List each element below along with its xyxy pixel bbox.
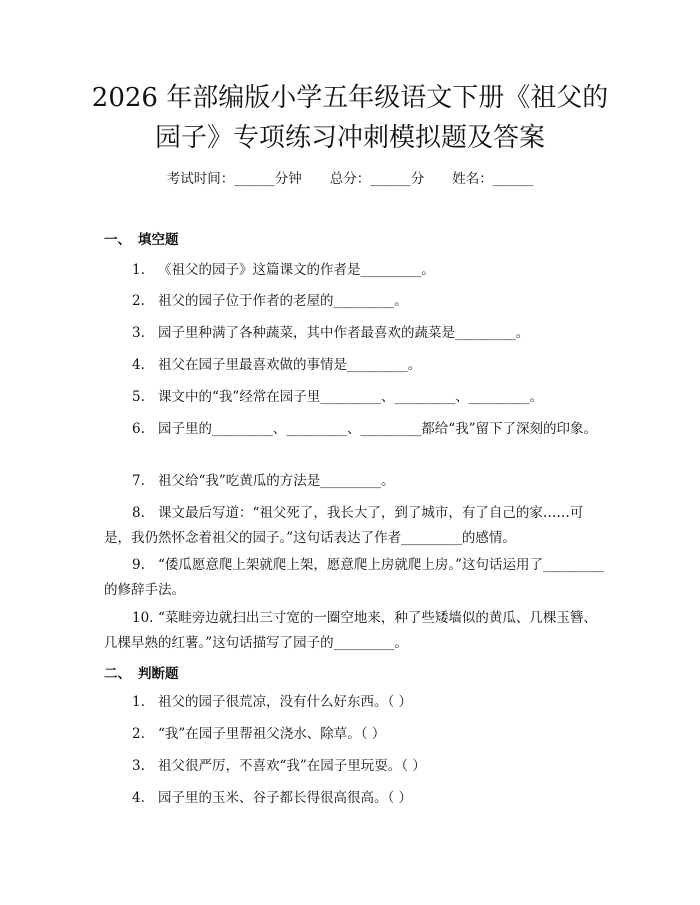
question-item xyxy=(104,553,604,603)
question-text: 园子里的玉米、谷子都长得很高很高。（ ） xyxy=(158,790,413,806)
question-text: 《祖父的园子》这篇课文的作者是_________。 xyxy=(158,262,435,278)
question-item xyxy=(104,501,604,551)
question-item xyxy=(104,690,604,715)
question-number: 1. xyxy=(132,262,145,278)
question-text: 课文中的“我”经常在园子里_________、_________、_________。 xyxy=(158,389,544,405)
title-line-2: 园子》专项练习冲刺模拟题及答案 xyxy=(154,123,545,153)
student-name: 姓名：______ xyxy=(452,171,534,187)
page-title xyxy=(60,78,640,158)
question-item xyxy=(104,417,604,442)
question-number: 7. xyxy=(132,473,145,489)
question-text: 园子里的_________、_________、_________都给“我”留下了深刻的印象。 xyxy=(158,421,598,437)
question-text: 园子里种满了各种蔬菜，其中作者最喜欢的蔬菜是_________。 xyxy=(158,325,530,341)
question-text: 祖父的园子很荒凉，没有什么好东西。（ ） xyxy=(158,694,413,710)
exam-time: 考试时间：______分钟 xyxy=(166,171,302,187)
question-text: 祖父很严厉，不喜欢“我”在园子里玩耍。（ ） xyxy=(158,758,426,774)
question-item xyxy=(104,469,604,494)
question-number: 3. xyxy=(132,758,145,774)
exam-score: 总分：______分 xyxy=(329,171,425,187)
section-heading xyxy=(104,665,179,683)
question-text: 课文最后写道：“祖父死了，我长大了，到了城市，有了自己的家……可是，我仍然怀念着祖父的园子。”这句话表达了作者_________的感情。 xyxy=(104,505,584,546)
question-number: 9. xyxy=(132,557,145,573)
question-item xyxy=(104,754,604,779)
question-item xyxy=(104,786,604,811)
question-number: 4. xyxy=(132,790,145,806)
title-line-1: 2026 年部编版小学五年级语文下册《祖父的 xyxy=(91,83,609,113)
question-text: 祖父的园子位于作者的老屋的_________。 xyxy=(158,293,408,309)
question-text: “我”在园子里帮祖父浇水、除草。（ ） xyxy=(158,726,386,742)
question-number: 2. xyxy=(132,293,145,309)
section-heading xyxy=(104,231,179,249)
question-item xyxy=(104,258,604,283)
question-item xyxy=(104,385,604,410)
section-number: 二、 xyxy=(104,666,131,682)
question-number: 5. xyxy=(132,389,145,405)
question-item xyxy=(104,606,604,656)
question-number: 6. xyxy=(132,421,145,437)
question-text: “倭瓜愿意爬上架就爬上架，愿意爬上房就爬上房。”这句话运用了_________的修辞手法。 xyxy=(104,557,604,598)
question-number: 2. xyxy=(132,726,145,742)
question-number: 4. xyxy=(132,357,145,373)
question-item xyxy=(104,289,604,314)
question-number: 8. xyxy=(132,505,145,521)
section-number: 一、 xyxy=(104,232,131,248)
section-label: 判断题 xyxy=(138,666,179,682)
question-text: “菜畦旁边就扫出三寸宽的一圈空地来，种了些矮墙似的黄瓜、几棵玉簪、几棵早熟的红薯。”这句话描写了园子的_________。 xyxy=(104,610,597,651)
question-item xyxy=(104,353,604,378)
question-item xyxy=(104,722,604,747)
question-number: 3. xyxy=(132,325,145,341)
exam-meta xyxy=(0,170,700,188)
question-number: 10. xyxy=(132,610,154,626)
question-text: 祖父在园子里最喜欢做的事情是_________。 xyxy=(158,357,422,373)
question-number: 1. xyxy=(132,694,145,710)
section-label: 填空题 xyxy=(138,232,179,248)
question-text: 祖父给“我”吃黄瓜的方法是_________。 xyxy=(158,473,395,489)
question-item xyxy=(104,321,604,346)
